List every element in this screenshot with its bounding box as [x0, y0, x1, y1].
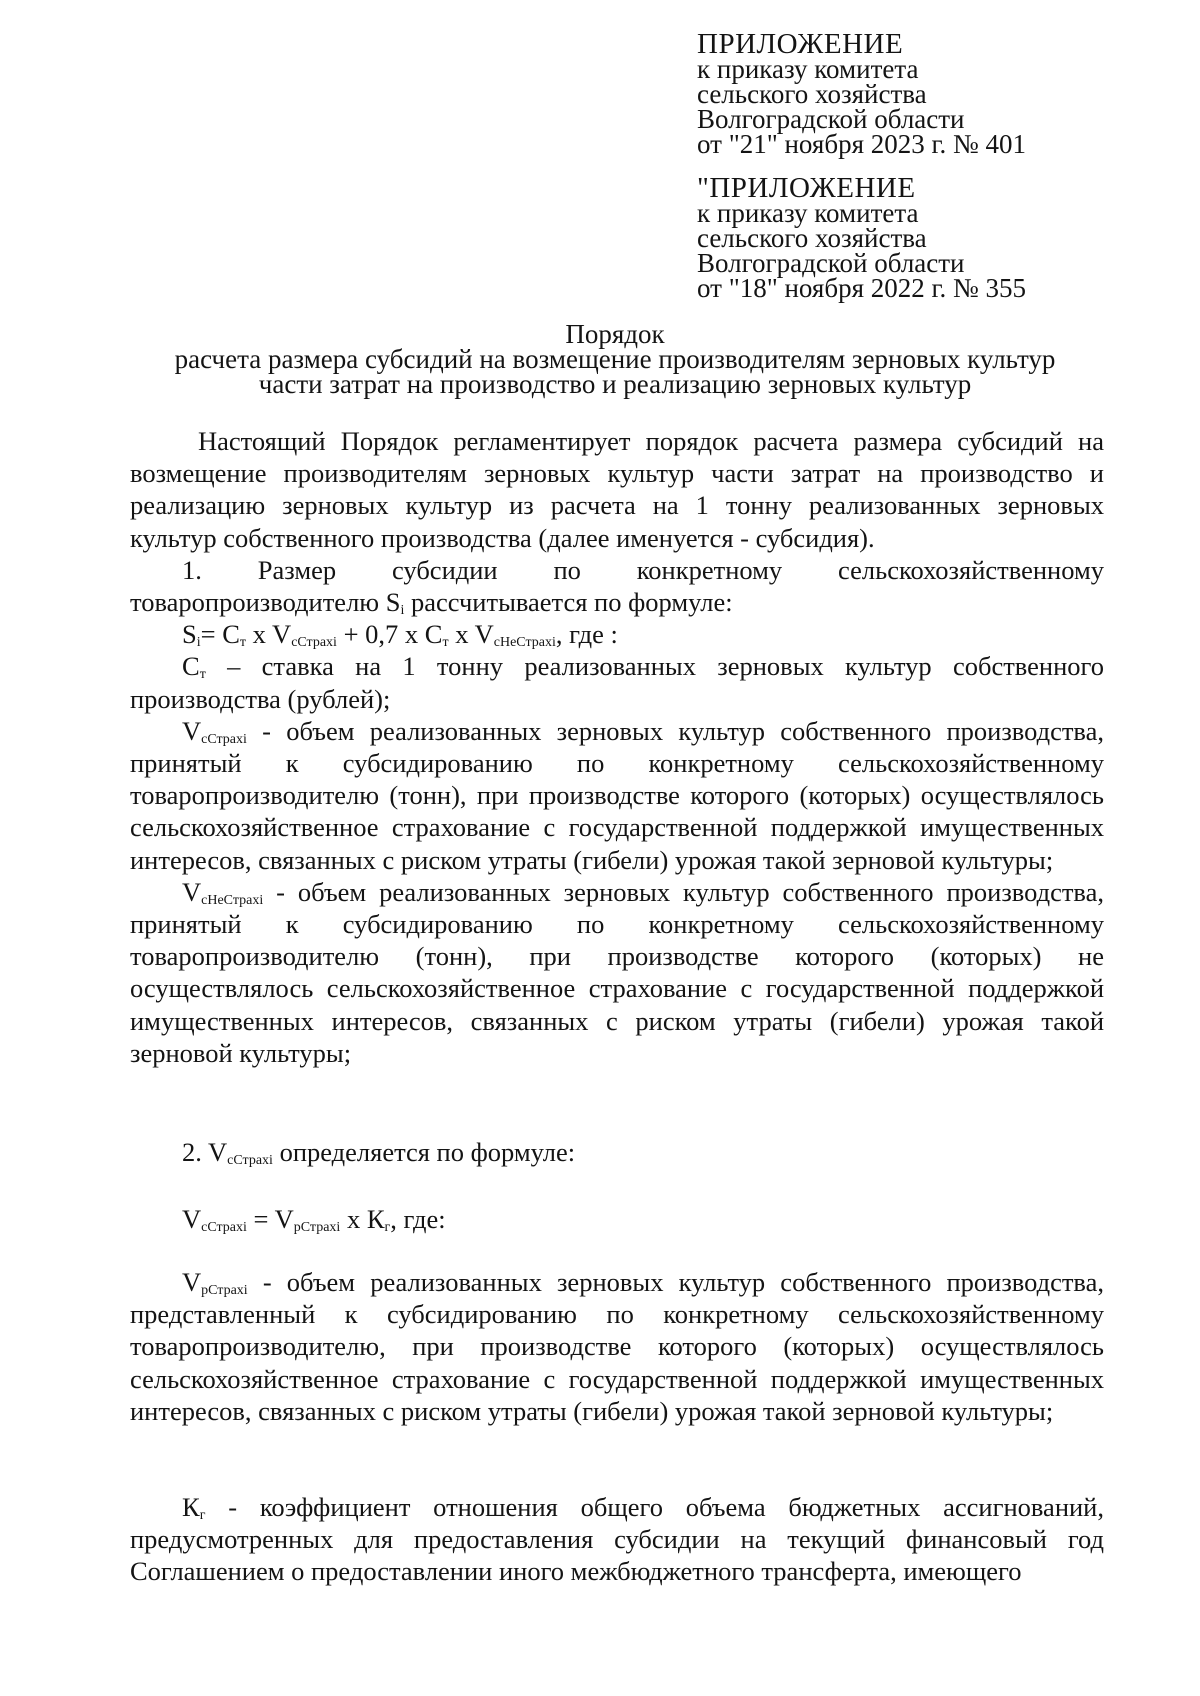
title-line: расчета размера субсидий на возмещение производителям зерновых культур — [174, 344, 1056, 374]
document-body-part1 — [130, 425, 1104, 1069]
formula-v-insured: $V_{cСтрахi} = V_{pСтрахi}$ x $К_г$, где: — [182, 1204, 446, 1235]
definition-v-uninsured: $V_{cНеСтрахi}$ - объем реализованных зерновых культур собственного производства, принятый к субсидированию по конкретному сельскохозяйственному товаропроизводителю (тонн), при производстве которого (которых) не осуществлялось сельскохозяйственное страхование с государственной поддержкой имущественных интересов, связанных с риском утраты (гибели) урожая такой зерновой культуры; — [130, 876, 1104, 1068]
clause-2: 2. $V_{cСтрахi}$ определяется по формуле: — [182, 1137, 576, 1168]
appendix-line: Волгоградской области — [697, 104, 965, 134]
appendix-line: сельского хозяйства — [697, 79, 927, 109]
document-title — [120, 319, 1110, 399]
document-body-part2 — [130, 1136, 1104, 1168]
previous-appendix-header — [697, 172, 1117, 303]
appendix-line: сельского хозяйства — [697, 223, 927, 253]
appendix-line: к приказу комитета — [697, 54, 919, 84]
intro-paragraph: Настоящий Порядок регламентирует порядок расчета размера субсидий на возмещение производителям зерновых культур части затрат на производство и реализацию зерновых культур из расчета на 1 тонну реализованных зерновых культур собственного производства (далее именуется - субсидия). — [130, 426, 1104, 553]
appendix-title: "ПРИЛОЖЕНИЕ — [697, 172, 916, 204]
formula-subsidy: $S_i= C_т$ x $V_{cСтрахi} + 0,7$ x $C_т$ x $V_{cНеСтрахi}$, где : — [182, 619, 618, 651]
appendix-header — [697, 28, 1117, 159]
appendix-line: к приказу комитета — [697, 198, 919, 228]
title-line: части затрат на производство и реализацию зерновых культур — [258, 369, 972, 399]
clause-1-line2: товаропроизводителю $S_i$ рассчитывается по формуле: — [130, 587, 733, 619]
definition-k: $К_г$ - коэффициент отношения общего объема бюджетных ассигнований, предусмотренных для предоставления субсидии на текущий финансовый год Соглашением о предоставлении иного межбюджетного трансферта, имеющего — [130, 1492, 1104, 1587]
definition-vr-block — [130, 1266, 1104, 1427]
appendix-title: ПРИЛОЖЕНИЕ — [697, 28, 904, 60]
appendix-date-number: от "21" ноября 2023 г. № 401 — [697, 129, 1027, 159]
clause-1-line1: 1. Размер субсидии по конкретному сельскохозяйственному — [182, 554, 1104, 585]
title-line: Порядок — [565, 319, 665, 349]
appendix-line: Волгоградской области — [697, 248, 965, 278]
definition-k-block — [130, 1491, 1104, 1588]
definition-ct: $C_т$ – ставка на 1 тонну реализованных зерновых культур собственного производства (рублей); — [130, 651, 1104, 714]
formula-2-block — [130, 1203, 1104, 1235]
appendix-date-number: от "18" ноября 2022 г. № 355 — [697, 273, 1027, 303]
definition-v-insured: $V_{cСтрахi}$ - объем реализованных зерновых культур собственного производства, принятый к субсидированию по конкретному сельскохозяйственному товаропроизводителю (тонн), при производстве которого (которых) осуществлялось сельскохозяйственное страхование с государственной поддержкой имущественных интересов, связанных с риском утраты (гибели) урожая такой зерновой культуры; — [130, 715, 1104, 875]
definition-v-presented: $V_{pСтрахi}$ - объем реализованных зерновых культур собственного производства, представленный к субсидированию по конкретному сельскохозяйственному товаропроизводителю, при производстве которого (которых) осуществлялось сельскохозяйственное страхование с государственной поддержкой имущественных интересов, связанных с риском утраты (гибели) урожая такой зерновой культуры; — [130, 1267, 1104, 1426]
